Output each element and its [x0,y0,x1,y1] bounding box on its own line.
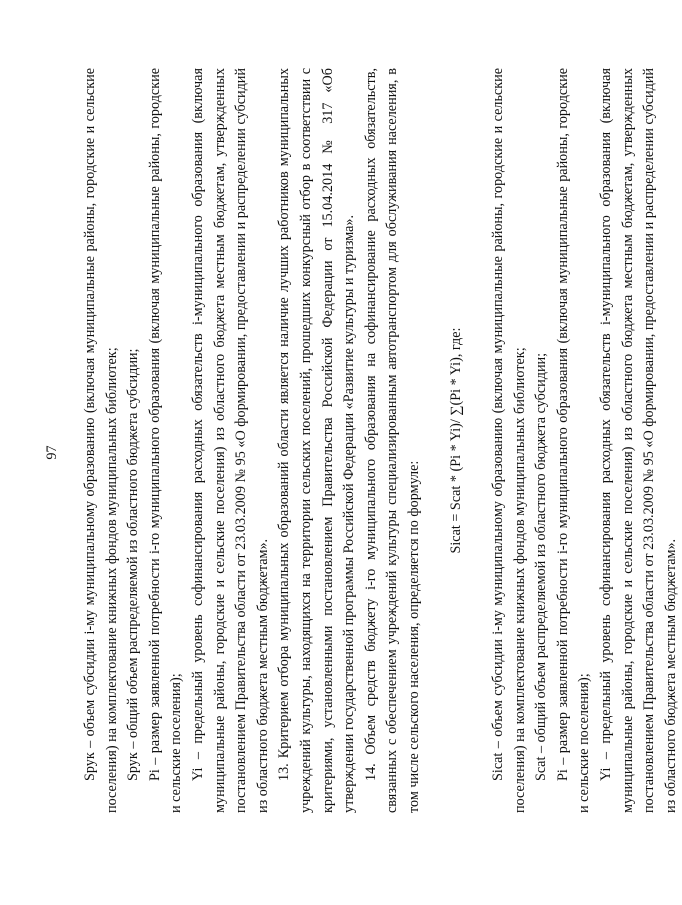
definition-requested-need-2: Pi – размер заявленной потребности i-го муниципального образования (включая муниципальные районы, городские и сельские поселения); [554,68,593,813]
allocation-formula: Sicat = Scat * (Pi * Yi)/ ∑(Pi * Yi), где: [447,327,464,554]
definition-subsidy-total: Sрук – общий объем распределяемой из областного бюджета субсидии; [125,348,142,781]
definition-subsidy-object-2: Sicat – объем субсидии i-му муниципальному образованию (включая муниципальные районы, городские и сельские поселения) на комплектование книжных фондов муниципальных библиотек; [490,68,528,813]
paragraph-13-selection-criterion: 13. Критерием отбора муниципальных образований области является наличие лучших работников муниципальных учреждений культуры, находящихся на территории сельских поселений, прошедших конкурсный отбор в соответствии с критериями, установленными постановлением Правительства Российской Федерации от 15.04.2014 № 317 «Об утверждении государственной программы Российской Федерации «Развитие культуры и туризма». [276,68,358,813]
paragraph-14-funding-volume: 14. Объем средств бюджету i-го муниципального образования на софинансирование расходных обязательств, связанных с обеспечением учреждений культуры специализированным автотранспортом для обслуживания населения, в том числе сельского населения, определяется по формуле: [362,68,422,813]
definition-subsidy-total-2: Scat – общий объем распределяемой из областного бюджета субсидии; [533,352,550,781]
definition-cofinancing-level-2: Yi – предельный уровень софинансирования расходных обязательств i-муниципального образования (включая муниципальные районы, городские и сельские поселения) из областного бюджета местным бюджетам, утвержденных постановлением Правительства области от 23.03.2009 № 95 «О формировании, предоставлении и распределении субсидий из областного бюджета местным бюджетам». [598,68,679,813]
definition-requested-need: Pi – размер заявленной потребности i-го муниципального образования (включая муниципальные районы, городские и сельские поселения); [146,68,185,813]
document-content [40,0,679,905]
page-number: 97 [44,445,60,460]
document-body [80,68,682,813]
definition-cofinancing-level: Yi – предельный уровень софинансирования расходных обязательств i-муниципального образования (включая муниципальные районы, городские и сельские поселения) из областного бюджета местным бюджетам, утвержденных постановлением Правительства области от 23.03.2009 № 95 «О формировании, предоставлении и распределении субсидий из областного бюджета местным бюджетам». [189,68,271,813]
definition-subsidy-object: Sрук – объем субсидии i-му муниципальному образованию (включая муниципальные районы, городские и сельские поселения) на комплектование книжных фондов муниципальных библиотек; [82,68,120,813]
